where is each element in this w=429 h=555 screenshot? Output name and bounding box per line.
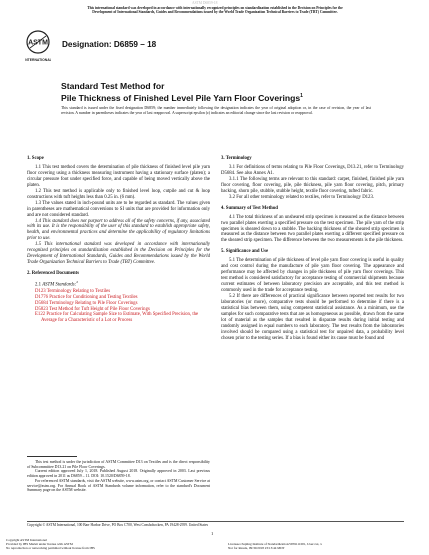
designation: Designation: D6859 – 18: [62, 40, 157, 49]
para-2-1: 2.1 ASTM Standards:$^2$: [35, 280, 79, 288]
ref-code-link[interactable]: D5823: [35, 306, 49, 312]
left-column: [27, 156, 210, 324]
section-4-heading: 4. Summary of Test Method: [221, 205, 278, 211]
para-4-1: 4.1 The total thickness of an unsheared strip specimen is measured as the distance between two parallel plates exerting a specified pressure on the test specimen. The pile yarn of the strip specimen is sheared down to a stubble. The backing thickness of the sheared strip specimen is measured as the distance between two parallel plates exerting a different specified pressure on the sheared strip specimen. The difference between the two measurements is the pile thickness.: [221, 214, 404, 244]
para-1-4: 1.4 This standard does not purport to address all of the safety concerns, if any, associated with its use. It is the responsibility of the user of this standard to establish appropriate safety, health, and environmental practices and determine the applicability of regulatory limitations prior to use.: [27, 218, 210, 242]
ref-code-link[interactable]: D1776: [35, 294, 49, 300]
top-notice-line2: Development of International Standards, Guides and Recommendations issued by the World Trade Organization Technical Barriers to Trade (TBT) Committee.: [92, 10, 338, 15]
para-5-1: 5.1 The determination of pile thickness of level pile yarn floor covering is useful in quality and cost control during the manufacture of pile yarn floor covering. The appearance and performance may be affected by changes in pile thickness of pile yarn floor coverings. This test method is considered satisfactory for acceptance testing of commercial shipments because current estimates of between laboratory precision are acceptable, and this test method is commonly used in the trade for acceptance testing.: [221, 258, 404, 294]
ref-item[interactable]: D5823 Test Method for Tuft Height of Pile Floor Coverings: [35, 306, 150, 312]
footnote-1b: Current edition approved July 1, 2018. Published August 2018. Originally approved in 2003. Last previous edition approved in 2011 as D6859 – 11. DOI: 10.1520/D6859-18.: [27, 469, 210, 479]
ref-code-link[interactable]: D5684: [35, 300, 49, 306]
astm-logo-icon: [25, 30, 51, 64]
ref-item[interactable]: D5684 Terminology Relating to Pile Floor Coverings: [35, 300, 138, 306]
watermark-stamp: ASTM D6859-18: [192, 1, 218, 5]
ref-code-link[interactable]: E122: [35, 312, 46, 318]
logo-caption: INTERNATIONAL: [25, 58, 51, 62]
para-3-1-1: 3.1.1 The following terms are relevant to this standard: carpet, finished, finished pile yarn floor covering, floor covering, pile, pile thickness, pile yarn floor covering, pitch, primary backing, shorn pile, stubble, stubble height, textile floor covering, tufted fabric.: [221, 176, 404, 194]
para-3-2: 3.2 For all other terminology related to textiles, refer to Terminology D123.: [229, 194, 375, 200]
astm-logo: [25, 30, 51, 64]
footnote-rule: [27, 456, 77, 457]
title: [61, 81, 303, 103]
para-5-2: 5.2 If there are differences of practical significance between reported test results for two laboratories (or more), comparative tests should be performed to determine if there is a statistical bias between them, using competent statistical assistance. As a minimum, use the samples for such comparative tests that are as homogeneous as possible, drawn from the same lot of material as the samples that resulted in disparate results during initial testing and randomly assigned in equal numbers to each laboratory. The test results from the laboratories involved should be compared using a statistical test for unpaired data, a probability level chosen prior to the testing series. If a bias is found either its cause must be found and: [221, 294, 404, 341]
ref-code-link[interactable]: D123: [35, 288, 46, 294]
footer-copyright: Copyright © ASTM International, 100 Barr Harbor Drive, PO Box C700, West Conshohocken, PA 19428-2959. United States: [27, 523, 209, 527]
para-1-5: 1.5 This international standard was developed in accordance with internationally recognized principles on standardization established in the Decision on Principles for the Development of International Standards, Guides and Recommendations issued by the World Trade Organization Technical Barriers to Trade (TBT) Committee.: [27, 242, 210, 266]
section-1-heading: 1. Scope: [27, 156, 44, 161]
title-line2: Pile Thickness of Finished Level Pile Yarn Floor Coverings$^1$: [61, 92, 303, 103]
page-number: 1: [211, 531, 214, 536]
top-notice: [24, 6, 406, 15]
ref-item[interactable]: D123 Terminology Relating to Textiles: [35, 288, 111, 294]
para-1-2: 1.2 This test method is applicable only to finished level loop, cutpile and cut & loop constructions with tuft heights less than 0.25 in. (6 mm).: [27, 188, 210, 200]
ref-item[interactable]: E122 Practice for Calculating Sample Size to Estimate, With Specified Precision, the Average for a Characteristic of a Lot or Process: [35, 312, 199, 324]
issue-note: This standard is issued under the fixed designation D6859; the number immediately following the designation indicates the year of original adoption or, in the case of revision, the year of last revision. A number in parentheses indicates the year of last reapproval. A superscript epsilon (ε) indicates an editorial change since the last revision or reapproval.: [61, 106, 371, 115]
para-1-1: 1.1 This test method covers the determination of pile thickness of finished level pile yarn floor covering using a thickness measuring instrument having a stationary surface (platen); a circular pressure foot under specified force, and capable of being moved vertically above the platen.: [27, 164, 210, 188]
section-3-heading: 3. Terminology: [221, 156, 252, 161]
para-1-3: 1.3 The values stated in inch-pound units are to be regarded as standard. The values given in parentheses are mathematical conversions to SI units that are provided for information only and are not considered standard.: [27, 200, 210, 218]
logo-letters: ASTM: [28, 39, 48, 47]
para-3-1: 3.1 For definitions of terms relating to Pile Floor Coverings, D13.21, refer to Terminology D5684. See also Annex A1.: [221, 164, 404, 176]
footnotes: [27, 460, 210, 493]
footnote-1: This test method is under the jurisdiction of ASTM Committee D13 on Textiles and is the direct responsibility of Subcommittee D13.21 on Pile Floor Coverings.: [27, 460, 210, 469]
footnote-2: For referenced ASTM standards, visit the ASTM website, www.astm.org, or contact ASTM Customer Service at service@astm.org. For Annual Book of ASTM Standards volume information, refer to the standard's Document Summary page on the ASTM website.: [27, 478, 210, 493]
license-right: Licensee=Sapling Institute of Standardization/5959111001, User=xx, x Not for Resale, 09/30/2018 23:13:44 MDT: [228, 542, 322, 550]
title-line1: Standard Test Method for: [61, 81, 165, 91]
section-5-heading: 5. Significance and Use: [221, 249, 269, 255]
referenced-documents-list: [35, 289, 210, 325]
license-left: Copyright ASTM International Provided by IHS Markit under license with ASTM No reproduction or networking permitted without license from IHS: [6, 538, 95, 550]
section-2-heading: 2. Referenced Documents: [27, 271, 79, 277]
ref-item[interactable]: D1776 Practice for Conditioning and Testing Textiles: [35, 294, 138, 300]
right-column: [221, 156, 404, 342]
top-notice-line1: This international standard was developed in accordance with internationally recognized principles on standardization established in the Decision on Principles for the: [87, 6, 343, 10]
footer-rule: [27, 521, 404, 522]
